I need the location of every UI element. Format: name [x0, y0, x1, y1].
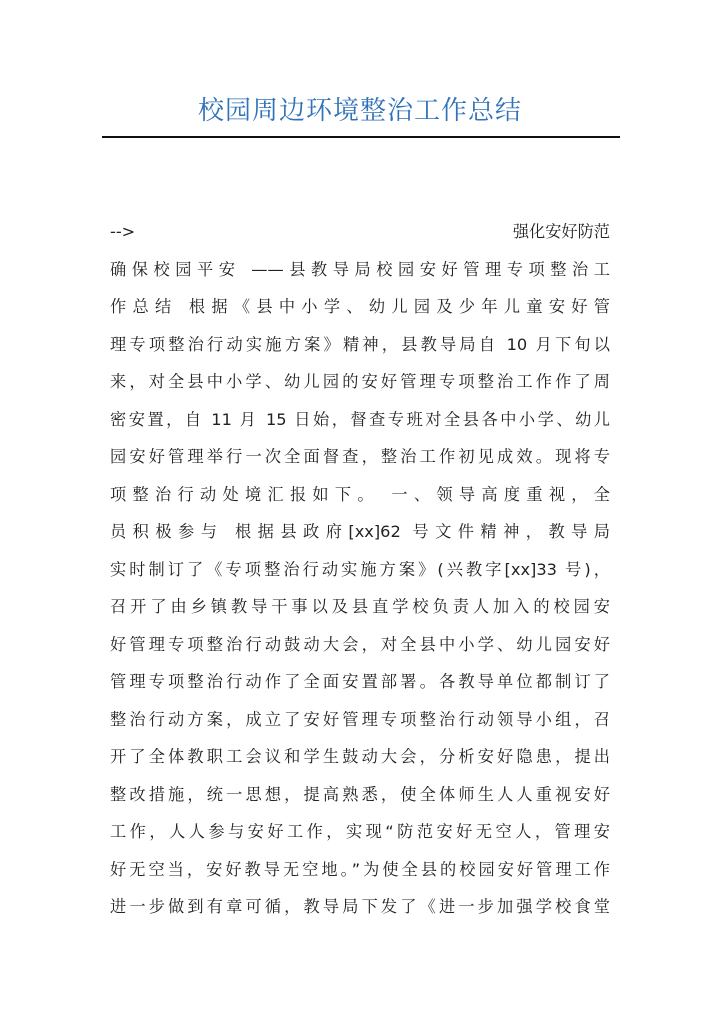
body-line: 作总结 根据《县中小学、幼儿园及少年儿童安好管: [110, 297, 610, 316]
body-line: 确保校园平安 ——县教导局校园安好管理专项整治工: [110, 259, 610, 279]
body-line: 整治行动方案，成立了安好管理专项整治行动领导小组，召: [110, 709, 610, 729]
document-title: 校园周边环境整治工作总结: [197, 96, 522, 126]
body-line: 开了全体教职工会议和学生鼓动大会，分析安好隐患，提出: [110, 747, 610, 766]
body-line: 项整治行动处境汇报如下。 一、领导高度重视，全: [110, 484, 610, 504]
title-underline: [102, 136, 620, 138]
document-body: [110, 213, 610, 926]
body-line-heading: 强化安好防范: [512, 222, 610, 241]
body-line: 整改措施，统一思想，提高熟悉，使全体师生人人重视安好: [110, 784, 610, 804]
body-line: 进一步做到有章可循，教导局下发了《进一步加强学校食堂: [110, 897, 610, 916]
body-line: 管理专项整治行动作了全面安置部署。各教导单位都制订了: [110, 672, 610, 691]
body-line: 理专项整治行动实施方案》精神，县教导局自 10 月下旬以: [110, 334, 610, 354]
body-line: 来，对全县中小学、幼儿园的安好管理专项整治工作作了周: [110, 372, 610, 391]
body-line: 召开了由乡镇教导干事以及县直学校负责人加入的校园安: [110, 597, 610, 616]
body-line: 园安好管理举行一次全面督查，整治工作初见成效。现将专: [110, 447, 610, 466]
body-line: 员积极参与 根据县政府[xx]62 号文件精神，教导局: [110, 522, 610, 541]
body-line: 好管理专项整治行动鼓动大会，对全县中小学、幼儿园安好: [110, 634, 610, 654]
body-line: 密安置，自 11 月 15 日始，督查专班对全县各中小学、幼儿: [110, 409, 610, 429]
body-line: 好无空当，安好教导无空地。”为使全县的校园安好管理工作: [110, 859, 610, 879]
body-line: 工作，人人参与安好工作，实现“防范安好无空人，管理安: [110, 822, 610, 841]
body-line: 实时制订了《专项整治行动实施方案》(兴教字[xx]33 号)，: [110, 559, 610, 579]
body-line-arrow: -->: [110, 222, 136, 241]
